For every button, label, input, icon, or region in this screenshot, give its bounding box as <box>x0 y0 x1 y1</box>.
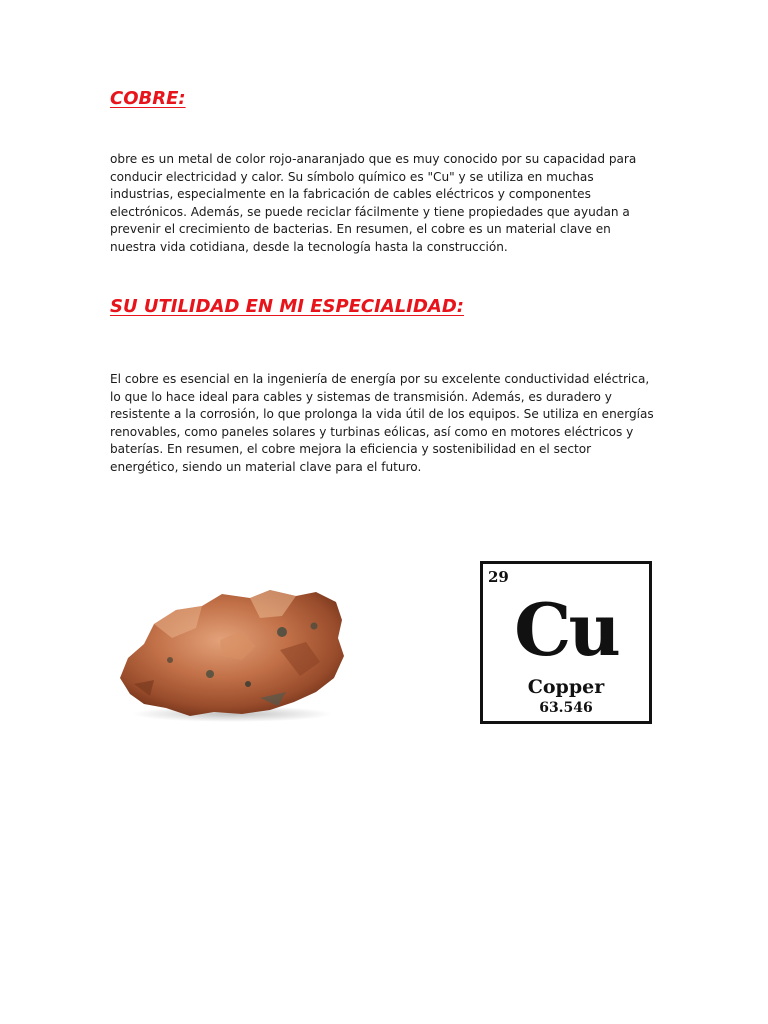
paragraph-utilidad: El cobre es esencial en la ingeniería de energía por su excelente conductividad eléctrica, lo que lo hace ideal para cables y sistemas de transmisión. Además, es duradero y resistente a la corrosión, lo que prolonga la vida útil de los equipos. Se utiliza en energías renovables, como paneles solares y turbinas eólicas, así como en motores eléctricos y baterías. En resumen, el cobre mejora la eficiencia y sostenibilidad en el sector energético, siendo un material clave para el futuro. <box>110 372 654 474</box>
periodic-element-tile <box>480 561 652 724</box>
heading-cobre: COBRE: <box>110 88 186 109</box>
element-name: Copper <box>527 676 605 698</box>
paragraph-cobre: obre es un metal de color rojo-anaranjado que es muy conocido por su capacidad para conducir electricidad y calor. Su símbolo químico es "Cu" y se utiliza en muchas industrias, especialmente en la fabricación de cables eléctricos y componentes electrónicos. Además, se puede reciclar fácilmente y tiene propiedades que ayudan a prevenir el crecimiento de bacterias. En resumen, el cobre es un material clave en nuestra vida cotidiana, desde la tecnología hasta la construcción. <box>110 152 637 254</box>
copper-nugget-image <box>110 580 346 724</box>
element-symbol: Cu <box>514 587 618 672</box>
heading-utilidad: SU UTILIDAD EN MI ESPECIALIDAD: <box>110 296 464 317</box>
atomic-mass: 63.546 <box>539 700 593 716</box>
atomic-number: 29 <box>488 568 509 586</box>
